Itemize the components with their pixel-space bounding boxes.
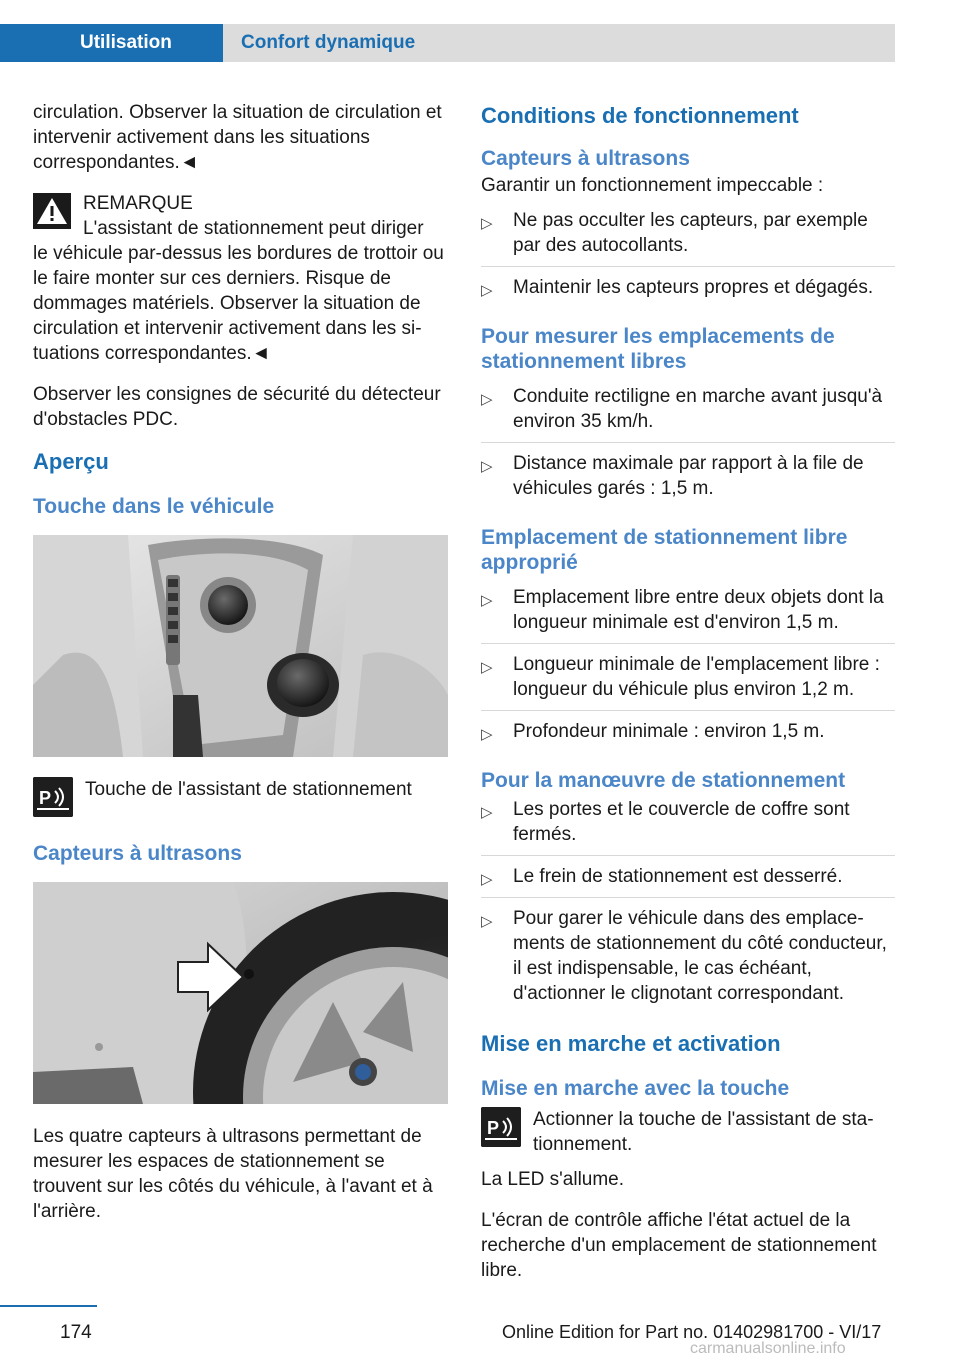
heading-mise-en-marche: Mise en marche et activation [481,1031,781,1056]
warning-icon [33,193,71,229]
garantir-paragraph: Garantir un fonctionnement impeccable : [481,175,824,196]
edition-note: Online Edition for Part no. 01402981700 - VI/17 [502,1322,882,1342]
bullet-triangle-icon: ▷ [481,804,493,821]
list-item [481,585,895,644]
key-caption-text: Touche de l'assistant de stationnement [85,779,412,800]
bullet-triangle-icon: ▷ [481,592,493,609]
key-instruction-row [481,1107,895,1157]
list-item [481,652,895,711]
photo-center-console [33,535,448,757]
page-number: 174 [60,1322,92,1343]
warning-text-rest: le véhicule par-dessus les bordures de trottoir ou le faire monter sur ces derniers. Risque de dommages matériels. Observer la situation de circulation et intervenir activement dans les situations correspondantes.◄ [33,243,444,364]
list-capteurs [481,208,895,308]
bullet-triangle-icon: ▷ [481,391,493,408]
list-item [481,384,895,443]
heading-touche-vehicule: Touche dans le véhicule [33,495,275,518]
list-item-text: Le frein de stationnement est desserré. [513,866,843,887]
heading-mise-touche: Mise en marche avec la touche [481,1077,790,1100]
heading-emplacement: Emplacement de stationnement libre approprié [481,526,848,574]
ultrasonic-sensor-image [33,882,448,1104]
intro-paragraph: circulation. Observer la situation de circulation et intervenir activement dans les situations correspondantes.◄ [33,102,442,173]
footer-rule [0,1305,97,1307]
list-item-text: Longueur minimale de l'emplacement libre : longueur du véhicule plus environ 1,2 m. [513,654,880,700]
list-item [481,719,895,752]
warning-text-first: L'assistant de stationnement peut diriger [83,218,424,239]
heading-conditions: Conditions de fonctionnement [481,103,799,128]
list-item [481,275,895,308]
list-item-text: Maintenir les capteurs propres et dégagés. [513,277,874,298]
heading-capteurs-left: Capteurs à ultrasons [33,842,242,865]
heading-capteurs-right: Capteurs à ultrasons [481,147,690,170]
list-item-text: Pour garer le véhicule dans des emplacements de stationnement du côté conducteur, il est indispensable, le cas échéant, d'actionner le clignotant correspondant. [513,908,887,1004]
warning-block [33,191,448,366]
capteurs-description: Les quatre capteurs à ultrasons permettant de mesurer les espaces de stationnement se trouvent sur les côtés du véhicule, à l'avant et à l'arrière. [33,1126,433,1222]
header-tabs [0,24,895,62]
list-manoeuvre [481,797,895,1014]
parking-assistant-key-icon [33,777,73,817]
bullet-triangle-icon: ▷ [481,458,493,475]
bullet-triangle-icon: ▷ [481,913,493,930]
tab-utilisation[interactable]: Utilisation [0,24,223,62]
list-item-text: Emplacement libre entre deux objets dont la longueur minimale est d'environ 1,5 m. [513,587,884,633]
list-emplacement [481,585,895,752]
list-item-text: Ne pas occulter les capteurs, par exemple par des autocollants. [513,210,868,256]
photo-ultrasonic-sensor [33,882,448,1104]
list-mesurer [481,384,895,509]
left-column [33,100,448,1240]
warning-title: REMARQUE [83,193,193,214]
right-column [481,100,895,1299]
heading-mesurer: Pour mesurer les emplacements de stationnement libres [481,325,835,373]
list-item-text: Les portes et le couvercle de coffre sont fermés. [513,799,850,845]
bullet-triangle-icon: ▷ [481,282,493,299]
list-item [481,797,895,856]
list-item [481,906,895,1014]
list-item-text: Conduite rectiligne en marche avant jusqu'à environ 35 km/h. [513,386,883,432]
heading-manoeuvre: Pour la manœuvre de stationnement [481,769,846,792]
list-item-text: Profondeur minimale : environ 1,5 m. [513,721,825,742]
bullet-triangle-icon: ▷ [481,871,493,888]
list-item-text: Distance maximale par rapport à la file de véhicules garés : 1,5 m. [513,453,864,499]
bullet-triangle-icon: ▷ [481,659,493,676]
led-paragraph: La LED s'allume. [481,1169,625,1190]
svg-text:P: P [487,1118,500,1138]
list-item [481,451,895,509]
parking-assistant-key-icon [481,1107,521,1147]
bullet-triangle-icon: ▷ [481,726,493,743]
list-item [481,208,895,267]
key-caption-row [33,777,448,819]
bullet-triangle-icon: ▷ [481,215,493,232]
tab-confort-dynamique[interactable] [223,24,895,62]
pdc-paragraph: Observer les consignes de sécurité du détecteur d'obstacles PDC. [33,384,441,430]
tab-confort-label: Confort dynamique [241,32,416,53]
key-instruction-text: Actionner la touche de l'assistant de stationnement. [533,1109,874,1155]
watermark-text: carmanualsonline.info [690,1340,846,1357]
list-item [481,864,895,898]
ecran-paragraph: L'écran de contrôle affiche l'état actuel de la recherche d'un emplacement de stationnement libre. [481,1210,877,1281]
heading-apercu: Aperçu [33,449,109,474]
svg-text:P: P [39,788,52,808]
center-console-image [33,535,448,757]
